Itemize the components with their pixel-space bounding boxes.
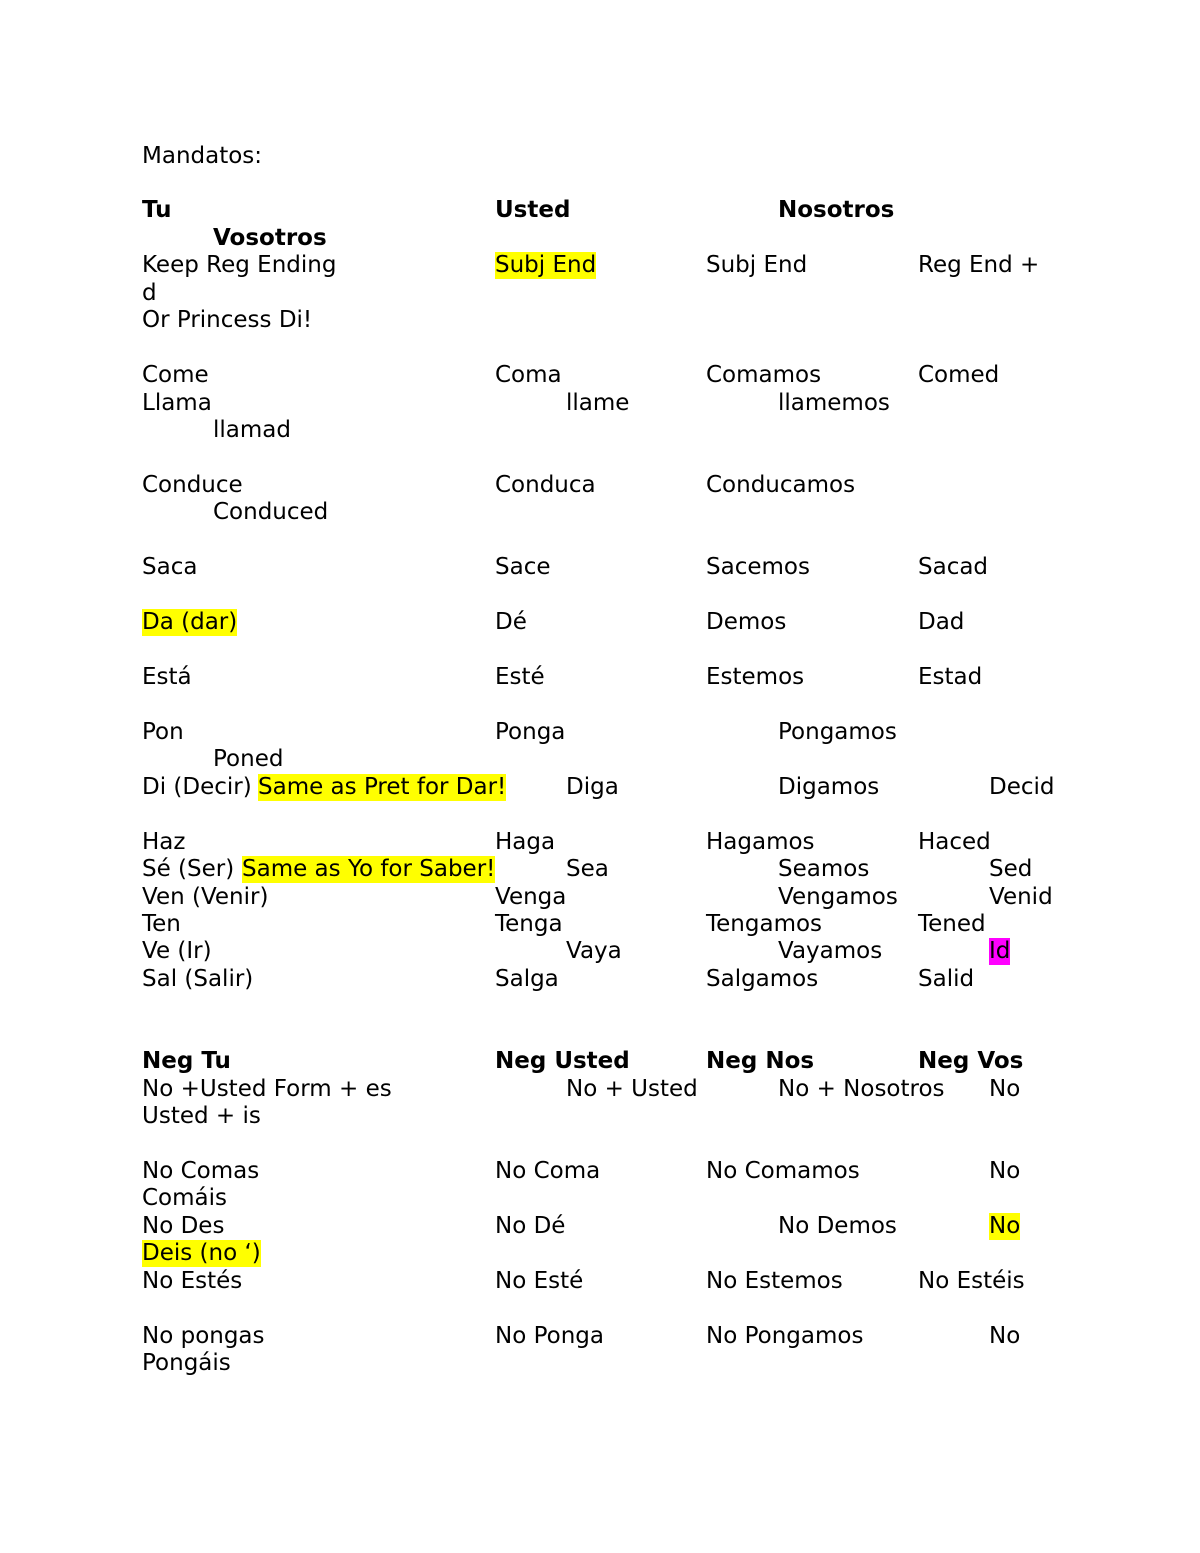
row-cell: Estad [918,664,983,690]
rule-vosotros: Reg End + [918,252,1040,278]
header-tu: Tu [142,197,172,223]
row-cell: Comed [918,362,1000,388]
row-cell: Sed [989,856,1033,882]
row-cell: Salgamos [706,966,819,992]
row-cell: Sacemos [706,554,810,580]
row-cell: Digamos [778,774,880,800]
neg-row-cell: No Comas [142,1158,260,1184]
row-cell: Sé (Ser) [142,856,235,882]
row-cell: Salga [495,966,559,992]
rule-tu-note: Or Princess Di! [142,307,313,333]
neg-row-cell: No Esté [495,1268,584,1294]
row-cell: Está [142,664,192,690]
row-cell: Saca [142,554,198,580]
row-cell: Pongamos [778,719,897,745]
row-cell: llame [566,390,630,416]
neg-rule-usted: No + Usted [566,1076,698,1102]
row-cell: Ponga [495,719,566,745]
neg-row-cell: No Estés [142,1268,243,1294]
neg-row-cell: No Des [142,1213,225,1239]
row-cell: Tenga [495,911,563,937]
row-cell: Sal (Salir) [142,966,254,992]
row-cell: Conduca [495,472,596,498]
row-cell: Sace [495,554,551,580]
neg-rule-nos: No + Nosotros [778,1076,945,1102]
row-cell: Hagamos [706,829,815,855]
row-cell: Demos [706,609,787,635]
row-cell: Tened [918,911,986,937]
neg-row-cell: No Estemos [706,1268,843,1294]
neg-row-cell: No Pongamos [706,1323,864,1349]
header-nosotros: Nosotros [778,197,895,223]
row-cell: Sea [566,856,609,882]
row-cell: Ve (Ir) [142,938,212,964]
row-cell: Decid [989,774,1055,800]
row-cell: Di (Decir) [142,774,252,800]
neg-row-cell: Deis (no ‘) [142,1240,261,1266]
row-cell: Haz [142,829,186,855]
row-cell: Esté [495,664,545,690]
note-di: Same as Pret for Dar! [258,774,507,800]
row-cell: Venid [989,884,1053,910]
row-cell: Sacad [918,554,989,580]
neg-header-usted: Neg Usted [495,1048,630,1074]
row-cell: Haga [495,829,556,855]
neg-header-tu: Neg Tu [142,1048,231,1074]
row-cell: llamad [213,417,291,443]
page-title: Mandatos: [142,143,263,169]
neg-row-cell: No Comamos [706,1158,860,1184]
row-cell: Come [142,362,209,388]
row-cell: Pon [142,719,184,745]
row-cell: Dad [918,609,965,635]
row-cell: Id [989,938,1011,964]
row-cell: Salid [918,966,975,992]
row-cell: Ven (Venir) [142,884,269,910]
neg-header-vos: Neg Vos [918,1048,1024,1074]
neg-row-cell: Comáis [142,1185,228,1211]
neg-row-cell: Pongáis [142,1350,231,1376]
neg-row-cell: No [989,1158,1021,1184]
neg-row-cell: No Estéis [918,1268,1025,1294]
row-cell: Venga [495,884,567,910]
row-cell: Da (dar) [142,609,238,635]
neg-row-cell: No Coma [495,1158,601,1184]
row-cell: Diga [566,774,619,800]
rule-nosotros: Subj End [706,252,808,278]
neg-row-cell: No Ponga [495,1323,604,1349]
row-cell: Dé [495,609,527,635]
neg-header-nos: Neg Nos [706,1048,815,1074]
neg-rule-tu: No +Usted Form + es [142,1076,392,1102]
note-se: Same as Yo for Saber! [242,856,496,882]
neg-row-cell: No [989,1213,1021,1239]
neg-rule-vos: No [989,1076,1021,1102]
row-cell: Haced [918,829,991,855]
header-vosotros: Vosotros [213,225,327,251]
row-cell: Comamos [706,362,822,388]
row-cell: Estemos [706,664,805,690]
row-cell: Vengamos [778,884,898,910]
row-cell: Vayamos [778,938,883,964]
neg-row-cell: No [989,1323,1021,1349]
neg-rule-vos-cont: Usted + is [142,1103,261,1129]
row-cell: Conduced [213,499,329,525]
row-cell: Poned [213,746,284,772]
rule-usted: Subj End [495,252,597,278]
rule-vosotros-cont: d [142,280,157,306]
rule-tu: Keep Reg Ending [142,252,337,278]
row-cell: llamemos [778,390,890,416]
row-cell: Coma [495,362,562,388]
row-cell: Tengamos [706,911,823,937]
neg-row-cell: No Dé [495,1213,566,1239]
neg-row-cell: No Demos [778,1213,897,1239]
row-cell: Seamos [778,856,870,882]
row-cell: Llama [142,390,212,416]
header-usted: Usted [495,197,571,223]
row-cell: Vaya [566,938,622,964]
row-cell: Conduce [142,472,243,498]
row-cell: Conducamos [706,472,856,498]
neg-row-cell: No pongas [142,1323,265,1349]
row-cell: Ten [142,911,181,937]
